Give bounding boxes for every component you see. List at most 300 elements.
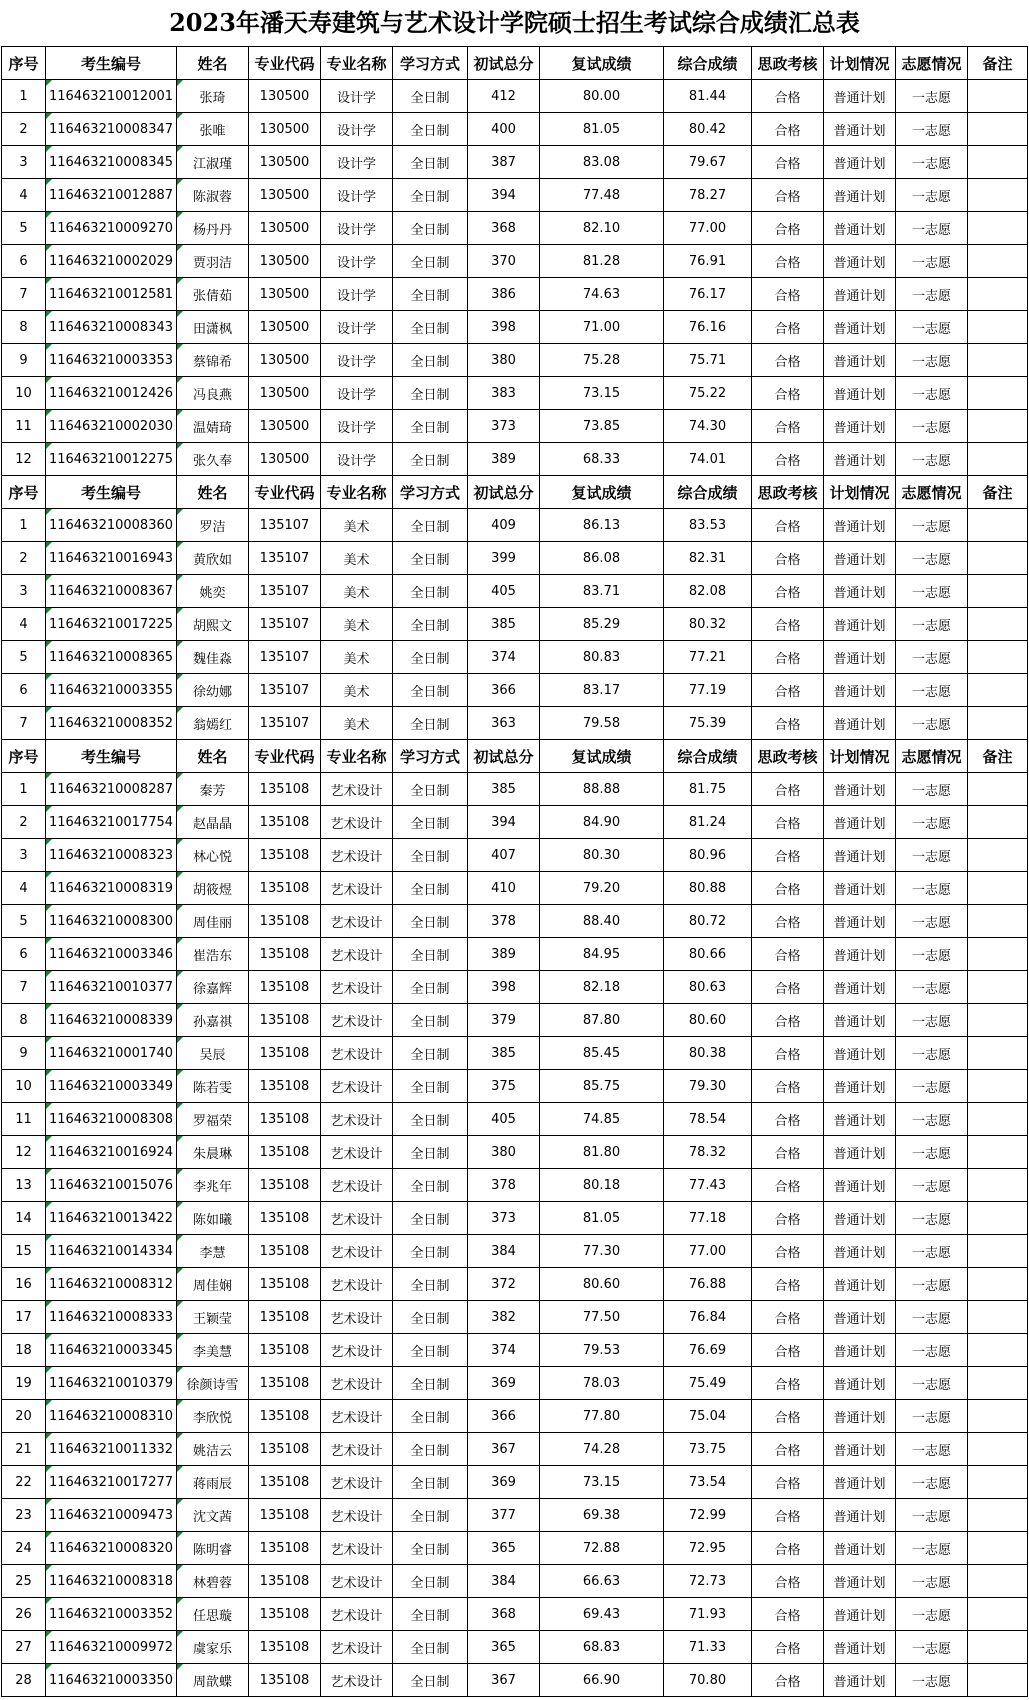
index-cell: 21 [2, 1433, 46, 1466]
table-row [2, 1631, 1028, 1664]
initial-score-cell: 386 [468, 278, 540, 311]
index-cell: 12 [2, 1136, 46, 1169]
study-mode-cell: 全日制 [393, 575, 468, 608]
study-mode-cell: 全日制 [393, 344, 468, 377]
remarks-cell [968, 1004, 1028, 1037]
plan-cell: 普通计划 [824, 1136, 896, 1169]
major-name-cell: 设计学 [321, 311, 393, 344]
header-total-score: 综合成绩 [664, 47, 752, 80]
political-cell: 合格 [752, 1103, 824, 1136]
remarks-cell [968, 1334, 1028, 1367]
remarks-cell [968, 1169, 1028, 1202]
preference-cell: 一志愿 [896, 1037, 968, 1070]
major-name-cell: 艺术设计 [321, 1004, 393, 1037]
table-row [2, 212, 1028, 245]
major-name-cell: 艺术设计 [321, 1367, 393, 1400]
preference-cell: 一志愿 [896, 377, 968, 410]
table-row [2, 1235, 1028, 1268]
index-cell: 6 [2, 674, 46, 707]
table-row [2, 1367, 1028, 1400]
total-score-cell: 76.84 [664, 1301, 752, 1334]
political-cell: 合格 [752, 806, 824, 839]
plan-cell: 普通计划 [824, 245, 896, 278]
major-code-cell: 130500 [249, 245, 321, 278]
name-cell: 任思璇 [177, 1598, 249, 1631]
initial-score-cell: 382 [468, 1301, 540, 1334]
political-cell: 合格 [752, 971, 824, 1004]
name-cell: 张倩茹 [177, 278, 249, 311]
preference-cell: 一志愿 [896, 1400, 968, 1433]
header-political: 思政考核 [752, 47, 824, 80]
study-mode-cell: 全日制 [393, 707, 468, 740]
major-code-cell: 130500 [249, 443, 321, 476]
index-cell: 18 [2, 1334, 46, 1367]
plan-cell: 普通计划 [824, 344, 896, 377]
index-cell: 3 [2, 146, 46, 179]
major-code-cell: 130500 [249, 179, 321, 212]
initial-score-cell: 369 [468, 1466, 540, 1499]
major-name-cell: 艺术设计 [321, 872, 393, 905]
name-cell: 沈文茜 [177, 1499, 249, 1532]
retest-score-cell: 66.63 [540, 1565, 664, 1598]
remarks-cell [968, 443, 1028, 476]
major-code-cell: 130500 [249, 113, 321, 146]
political-cell: 合格 [752, 1334, 824, 1367]
major-name-cell: 艺术设计 [321, 1070, 393, 1103]
index-cell: 8 [2, 1004, 46, 1037]
index-cell: 28 [2, 1664, 46, 1697]
study-mode-cell: 全日制 [393, 245, 468, 278]
initial-score-cell: 378 [468, 905, 540, 938]
retest-score-cell: 73.85 [540, 410, 664, 443]
total-score-cell: 76.69 [664, 1334, 752, 1367]
total-score-cell: 74.30 [664, 410, 752, 443]
plan-cell: 普通计划 [824, 1070, 896, 1103]
total-score-cell: 81.75 [664, 773, 752, 806]
total-score-cell: 79.67 [664, 146, 752, 179]
plan-cell: 普通计划 [824, 179, 896, 212]
remarks-cell [968, 971, 1028, 1004]
retest-score-cell: 83.17 [540, 674, 664, 707]
preference-cell: 一志愿 [896, 245, 968, 278]
index-cell: 7 [2, 707, 46, 740]
page-title: 2023年潘天寿建筑与艺术设计学院硕士招生考试综合成绩汇总表 [169, 8, 860, 37]
major-code-cell: 135107 [249, 542, 321, 575]
exam-id-cell: 116463210003355 [46, 674, 177, 707]
table-row [2, 1334, 1028, 1367]
political-cell: 合格 [752, 1268, 824, 1301]
name-cell: 蒋雨辰 [177, 1466, 249, 1499]
plan-cell: 普通计划 [824, 608, 896, 641]
plan-cell: 普通计划 [824, 146, 896, 179]
retest-score-cell: 75.28 [540, 344, 664, 377]
index-cell: 4 [2, 608, 46, 641]
remarks-cell [968, 641, 1028, 674]
retest-score-cell: 84.90 [540, 806, 664, 839]
political-cell: 合格 [752, 938, 824, 971]
exam-id-cell: 116463210014334 [46, 1235, 177, 1268]
initial-score-cell: 378 [468, 1169, 540, 1202]
initial-score-cell: 375 [468, 1070, 540, 1103]
exam-id-cell: 116463210010379 [46, 1367, 177, 1400]
major-name-cell: 艺术设计 [321, 1136, 393, 1169]
initial-score-cell: 369 [468, 1367, 540, 1400]
table-row [2, 1598, 1028, 1631]
initial-score-cell: 383 [468, 377, 540, 410]
major-code-cell: 135108 [249, 1499, 321, 1532]
initial-score-cell: 394 [468, 179, 540, 212]
major-code-cell: 135108 [249, 938, 321, 971]
political-cell: 合格 [752, 443, 824, 476]
name-cell: 姚奕 [177, 575, 249, 608]
remarks-cell [968, 1367, 1028, 1400]
political-cell: 合格 [752, 674, 824, 707]
total-score-cell: 78.54 [664, 1103, 752, 1136]
table-row [2, 1268, 1028, 1301]
plan-cell: 普通计划 [824, 1103, 896, 1136]
major-name-cell: 艺术设计 [321, 1499, 393, 1532]
study-mode-cell: 全日制 [393, 1037, 468, 1070]
study-mode-cell: 全日制 [393, 509, 468, 542]
table-row [2, 938, 1028, 971]
header-plan: 计划情况 [824, 47, 896, 80]
major-name-cell: 艺术设计 [321, 1565, 393, 1598]
name-cell: 赵晶晶 [177, 806, 249, 839]
initial-score-cell: 368 [468, 212, 540, 245]
table-row [2, 1433, 1028, 1466]
remarks-cell [968, 938, 1028, 971]
major-name-cell: 设计学 [321, 212, 393, 245]
header-total-score: 综合成绩 [664, 740, 752, 773]
major-code-cell: 135108 [249, 1136, 321, 1169]
remarks-cell [968, 1235, 1028, 1268]
exam-id-cell: 116463210008360 [46, 509, 177, 542]
exam-id-cell: 116463210010377 [46, 971, 177, 1004]
major-code-cell: 135107 [249, 641, 321, 674]
total-score-cell: 77.18 [664, 1202, 752, 1235]
name-cell: 王颖莹 [177, 1301, 249, 1334]
major-code-cell: 135108 [249, 1334, 321, 1367]
major-name-cell: 艺术设计 [321, 1631, 393, 1664]
index-cell: 15 [2, 1235, 46, 1268]
major-name-cell: 艺术设计 [321, 773, 393, 806]
initial-score-cell: 380 [468, 344, 540, 377]
index-cell: 8 [2, 311, 46, 344]
header-initial-score: 初试总分 [468, 476, 540, 509]
major-name-cell: 设计学 [321, 344, 393, 377]
political-cell: 合格 [752, 905, 824, 938]
major-code-cell: 135108 [249, 839, 321, 872]
header-political: 思政考核 [752, 476, 824, 509]
name-cell: 周歆蝶 [177, 1664, 249, 1697]
study-mode-cell: 全日制 [393, 377, 468, 410]
index-cell: 3 [2, 575, 46, 608]
table-row [2, 1202, 1028, 1235]
preference-cell: 一志愿 [896, 542, 968, 575]
name-cell: 李欣悦 [177, 1400, 249, 1433]
major-name-cell: 设计学 [321, 443, 393, 476]
retest-score-cell: 86.13 [540, 509, 664, 542]
major-name-cell: 设计学 [321, 146, 393, 179]
major-code-cell: 135108 [249, 1664, 321, 1697]
exam-id-cell: 116463210008365 [46, 641, 177, 674]
retest-score-cell: 81.05 [540, 113, 664, 146]
header-major-name: 专业名称 [321, 740, 393, 773]
political-cell: 合格 [752, 542, 824, 575]
total-score-cell: 72.99 [664, 1499, 752, 1532]
total-score-cell: 78.27 [664, 179, 752, 212]
remarks-cell [968, 212, 1028, 245]
name-cell: 张久奉 [177, 443, 249, 476]
political-cell: 合格 [752, 1400, 824, 1433]
major-code-cell: 130500 [249, 344, 321, 377]
index-cell: 1 [2, 773, 46, 806]
political-cell: 合格 [752, 1037, 824, 1070]
preference-cell: 一志愿 [896, 1466, 968, 1499]
header-name: 姓名 [177, 740, 249, 773]
index-cell: 22 [2, 1466, 46, 1499]
plan-cell: 普通计划 [824, 80, 896, 113]
index-cell: 16 [2, 1268, 46, 1301]
remarks-cell [968, 146, 1028, 179]
major-code-cell: 135107 [249, 575, 321, 608]
index-cell: 13 [2, 1169, 46, 1202]
exam-id-cell: 116463210008300 [46, 905, 177, 938]
political-cell: 合格 [752, 245, 824, 278]
name-cell: 冯良燕 [177, 377, 249, 410]
total-score-cell: 75.49 [664, 1367, 752, 1400]
header-major-code: 专业代码 [249, 476, 321, 509]
political-cell: 合格 [752, 1202, 824, 1235]
study-mode-cell: 全日制 [393, 278, 468, 311]
remarks-cell [968, 1499, 1028, 1532]
remarks-cell [968, 1103, 1028, 1136]
index-cell: 7 [2, 278, 46, 311]
political-cell: 合格 [752, 179, 824, 212]
political-cell: 合格 [752, 377, 824, 410]
total-score-cell: 80.42 [664, 113, 752, 146]
study-mode-cell: 全日制 [393, 1070, 468, 1103]
study-mode-cell: 全日制 [393, 1664, 468, 1697]
retest-score-cell: 69.38 [540, 1499, 664, 1532]
major-name-cell: 艺术设计 [321, 1598, 393, 1631]
political-cell: 合格 [752, 1301, 824, 1334]
remarks-cell [968, 872, 1028, 905]
header-plan: 计划情况 [824, 740, 896, 773]
preference-cell: 一志愿 [896, 1202, 968, 1235]
table-row [2, 1565, 1028, 1598]
study-mode-cell: 全日制 [393, 1169, 468, 1202]
plan-cell: 普通计划 [824, 938, 896, 971]
table-row [2, 344, 1028, 377]
political-cell: 合格 [752, 641, 824, 674]
name-cell: 崔浩东 [177, 938, 249, 971]
initial-score-cell: 412 [468, 80, 540, 113]
header-major-code: 专业代码 [249, 740, 321, 773]
initial-score-cell: 366 [468, 674, 540, 707]
political-cell: 合格 [752, 1169, 824, 1202]
index-cell: 9 [2, 344, 46, 377]
remarks-cell [968, 1268, 1028, 1301]
major-name-cell: 美术 [321, 509, 393, 542]
total-score-cell: 77.43 [664, 1169, 752, 1202]
political-cell: 合格 [752, 1664, 824, 1697]
political-cell: 合格 [752, 1433, 824, 1466]
preference-cell: 一志愿 [896, 905, 968, 938]
remarks-cell [968, 1301, 1028, 1334]
remarks-cell [968, 509, 1028, 542]
exam-id-cell: 116463210008323 [46, 839, 177, 872]
exam-id-cell: 116463210013422 [46, 1202, 177, 1235]
initial-score-cell: 384 [468, 1235, 540, 1268]
major-code-cell: 130500 [249, 410, 321, 443]
retest-score-cell: 85.29 [540, 608, 664, 641]
header-remarks: 备注 [968, 740, 1028, 773]
exam-id-cell: 116463210008318 [46, 1565, 177, 1598]
header-preference: 志愿情况 [896, 740, 968, 773]
preference-cell: 一志愿 [896, 773, 968, 806]
major-code-cell: 135108 [249, 1169, 321, 1202]
exam-id-cell: 116463210008312 [46, 1268, 177, 1301]
preference-cell: 一志愿 [896, 311, 968, 344]
header-name: 姓名 [177, 47, 249, 80]
study-mode-cell: 全日制 [393, 806, 468, 839]
exam-id-cell: 116463210009972 [46, 1631, 177, 1664]
retest-score-cell: 73.15 [540, 1466, 664, 1499]
total-score-cell: 72.73 [664, 1565, 752, 1598]
index-cell: 26 [2, 1598, 46, 1631]
index-cell: 2 [2, 113, 46, 146]
study-mode-cell: 全日制 [393, 839, 468, 872]
major-name-cell: 美术 [321, 608, 393, 641]
major-code-cell: 135108 [249, 1433, 321, 1466]
political-cell: 合格 [752, 278, 824, 311]
study-mode-cell: 全日制 [393, 113, 468, 146]
preference-cell: 一志愿 [896, 707, 968, 740]
name-cell: 林碧蓉 [177, 1565, 249, 1598]
major-code-cell: 135108 [249, 971, 321, 1004]
major-code-cell: 135108 [249, 773, 321, 806]
major-code-cell: 135108 [249, 1532, 321, 1565]
remarks-cell [968, 1664, 1028, 1697]
name-cell: 胡筱煜 [177, 872, 249, 905]
table-row [2, 608, 1028, 641]
major-name-cell: 艺术设计 [321, 839, 393, 872]
table-row [2, 311, 1028, 344]
plan-cell: 普通计划 [824, 1565, 896, 1598]
header-exam-id: 考生编号 [46, 476, 177, 509]
index-cell: 2 [2, 542, 46, 575]
retest-score-cell: 74.85 [540, 1103, 664, 1136]
header-study-mode: 学习方式 [393, 740, 468, 773]
remarks-cell [968, 806, 1028, 839]
plan-cell: 普通计划 [824, 806, 896, 839]
name-cell: 张琦 [177, 80, 249, 113]
retest-score-cell: 80.60 [540, 1268, 664, 1301]
table-row [2, 839, 1028, 872]
plan-cell: 普通计划 [824, 971, 896, 1004]
remarks-cell [968, 608, 1028, 641]
plan-cell: 普通计划 [824, 212, 896, 245]
table-row [2, 1004, 1028, 1037]
exam-id-cell: 116463210003352 [46, 1598, 177, 1631]
major-name-cell: 艺术设计 [321, 1235, 393, 1268]
political-cell: 合格 [752, 1631, 824, 1664]
major-code-cell: 135108 [249, 1070, 321, 1103]
table-row [2, 245, 1028, 278]
index-cell: 10 [2, 1070, 46, 1103]
name-cell: 黄欣如 [177, 542, 249, 575]
table-row [2, 806, 1028, 839]
plan-cell: 普通计划 [824, 1532, 896, 1565]
initial-score-cell: 365 [468, 1532, 540, 1565]
major-code-cell: 130500 [249, 212, 321, 245]
exam-id-cell: 116463210008345 [46, 146, 177, 179]
name-cell: 孙嘉祺 [177, 1004, 249, 1037]
plan-cell: 普通计划 [824, 1664, 896, 1697]
preference-cell: 一志愿 [896, 1070, 968, 1103]
exam-id-cell: 116463210003350 [46, 1664, 177, 1697]
major-code-cell: 135108 [249, 1268, 321, 1301]
initial-score-cell: 394 [468, 806, 540, 839]
preference-cell: 一志愿 [896, 1664, 968, 1697]
plan-cell: 普通计划 [824, 872, 896, 905]
total-score-cell: 82.08 [664, 575, 752, 608]
political-cell: 合格 [752, 113, 824, 146]
header-name: 姓名 [177, 476, 249, 509]
initial-score-cell: 374 [468, 1334, 540, 1367]
table-row [2, 1466, 1028, 1499]
table-row [2, 773, 1028, 806]
total-score-cell: 81.44 [664, 80, 752, 113]
plan-cell: 普通计划 [824, 1301, 896, 1334]
remarks-cell [968, 179, 1028, 212]
preference-cell: 一志愿 [896, 1499, 968, 1532]
index-cell: 5 [2, 905, 46, 938]
plan-cell: 普通计划 [824, 278, 896, 311]
preference-cell: 一志愿 [896, 1103, 968, 1136]
total-score-cell: 80.88 [664, 872, 752, 905]
preference-cell: 一志愿 [896, 146, 968, 179]
total-score-cell: 83.53 [664, 509, 752, 542]
header-remarks: 备注 [968, 476, 1028, 509]
name-cell: 罗洁 [177, 509, 249, 542]
index-cell: 17 [2, 1301, 46, 1334]
plan-cell: 普通计划 [824, 1037, 896, 1070]
name-cell: 翁嫣红 [177, 707, 249, 740]
exam-id-cell: 116463210012275 [46, 443, 177, 476]
retest-score-cell: 68.83 [540, 1631, 664, 1664]
study-mode-cell: 全日制 [393, 1400, 468, 1433]
name-cell: 陈如曦 [177, 1202, 249, 1235]
major-code-cell: 135108 [249, 872, 321, 905]
retest-score-cell: 87.80 [540, 1004, 664, 1037]
retest-score-cell: 79.53 [540, 1334, 664, 1367]
plan-cell: 普通计划 [824, 1499, 896, 1532]
major-code-cell: 135108 [249, 1202, 321, 1235]
header-political: 思政考核 [752, 740, 824, 773]
initial-score-cell: 387 [468, 146, 540, 179]
remarks-cell [968, 80, 1028, 113]
initial-score-cell: 373 [468, 1202, 540, 1235]
study-mode-cell: 全日制 [393, 1004, 468, 1037]
initial-score-cell: 398 [468, 311, 540, 344]
major-name-cell: 艺术设计 [321, 1037, 393, 1070]
remarks-cell [968, 1631, 1028, 1664]
retest-score-cell: 81.28 [540, 245, 664, 278]
major-name-cell: 美术 [321, 641, 393, 674]
initial-score-cell: 380 [468, 1136, 540, 1169]
